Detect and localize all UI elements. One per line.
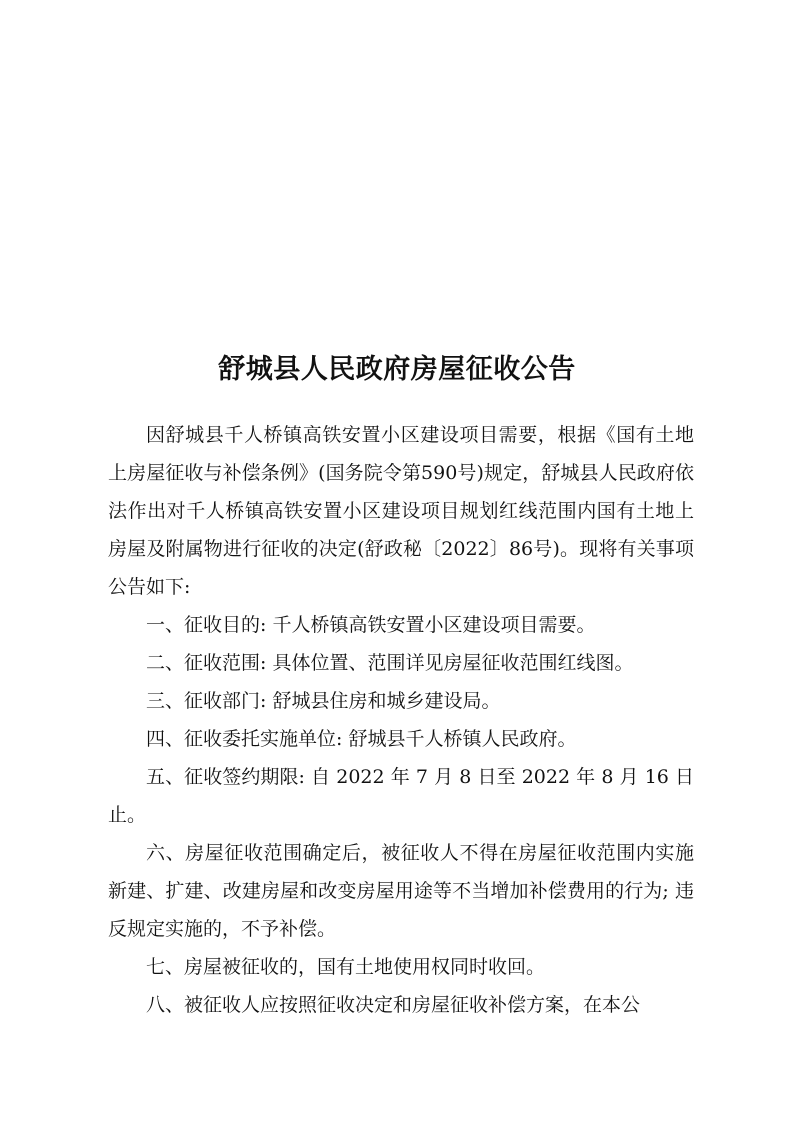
- item-restrictions: 六、房屋征收范围确定后，被征收人不得在房屋征收范围内实施新建、扩建、改建房屋和改变房屋用途等不当增加补偿费用的行为; 违反规定实施的，不予补偿。: [108, 842, 694, 940]
- item-implementing-unit: 四、征收委托实施单位: 舒城县千人桥镇人民政府。: [146, 728, 577, 750]
- item-scope: 二、征收范围: 具体位置、范围详见房屋征收范围红线图。: [146, 652, 634, 674]
- document-title: 舒城县人民政府房屋征收公告: [218, 354, 576, 385]
- item-compensation: 八、被征收人应按照征收决定和房屋征收补偿方案，在本公: [146, 994, 641, 1016]
- item-land-use-right: 七、房屋被征收的，国有土地使用权同时收回。: [146, 956, 546, 978]
- document-body: [108, 416, 694, 1024]
- item-purpose: 一、征收目的: 千人桥镇高铁安置小区建设项目需要。: [146, 614, 596, 636]
- item-department: 三、征收部门: 舒城县住房和城乡建设局。: [146, 690, 501, 712]
- intro-paragraph: 因舒城县千人桥镇高铁安置小区建设项目需要，根据《国有土地上房屋征收与补偿条例》(国务院令第590号)规定，舒城县人民政府依法作出对千人桥镇高铁安置小区建设项目规划红线范围内国有土地上房屋及附属物进行征收的决定(舒政秘〔2022〕86号)。现将有关事项公告如下:: [108, 424, 694, 598]
- item-signing-period: 五、征收签约期限: 自 2022 年 7 月 8 日至 2022 年 8 月 16 日止。: [108, 766, 694, 826]
